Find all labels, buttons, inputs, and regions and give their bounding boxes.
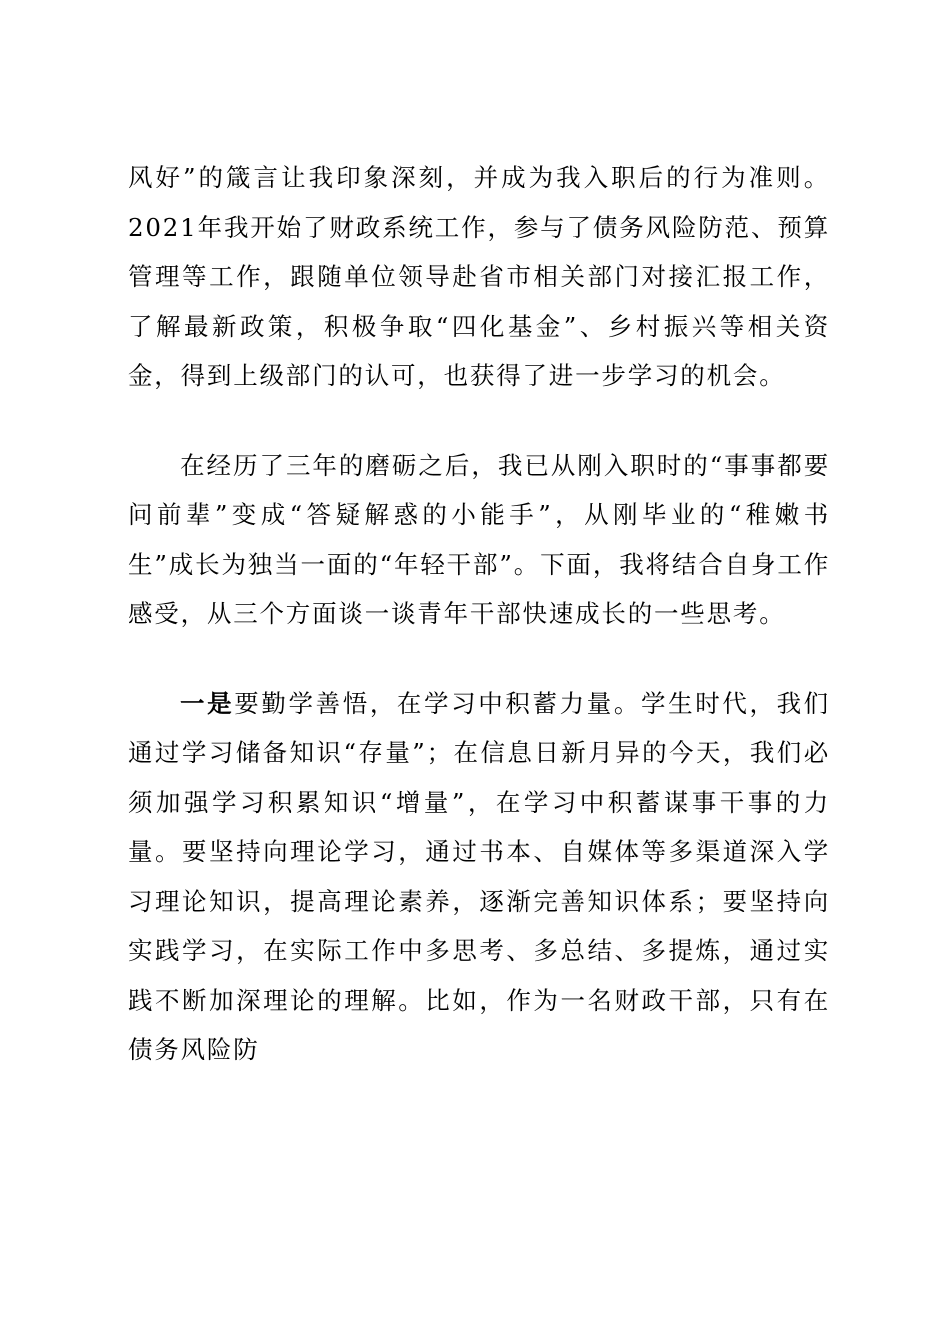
paragraph-1 bbox=[128, 153, 830, 401]
paragraph-3 bbox=[128, 679, 830, 1075]
paragraph-3-lead: 一是 bbox=[180, 688, 235, 718]
paragraph-3-text: 要勤学善悟，在学习中积蓄力量。学生时代，我们通过学习储备知识“存量”；在信息日新月异的今天，我们必须加强学习积累知识“增量”，在学习中积蓄谋事干事的力量。要坚持向理论学习，通过书本、自媒体等多渠道深入学习理论知识，提高理论素养，逐渐完善知识体系；要坚持向实践学习，在实际工作中多思考、多总结、多提炼，通过实践不断加深理论的理解。比如，作为一名财政干部，只有在债务风险防 bbox=[128, 688, 830, 1064]
paragraph-2 bbox=[128, 441, 830, 639]
paragraph-spacer bbox=[128, 401, 830, 441]
paragraph-1-text: 风好”的箴言让我印象深刻，并成为我入职后的行为准则。2021年我开始了财政系统工作，参与了债务风险防范、预算管理等工作，跟随单位领导赴省市相关部门对接汇报工作，了解最新政策，积极争取“四化基金”、乡村振兴等相关资金，得到上级部门的认可，也获得了进一步学习的机会。 bbox=[128, 163, 830, 390]
paragraph-spacer bbox=[128, 639, 830, 679]
document-body bbox=[128, 153, 830, 1075]
paragraph-2-text: 在经历了三年的磨砺之后，我已从刚入职时的“事事都要问前辈”变成“答疑解惑的小能手”，从刚毕业的“稚嫩书生”成长为独当一面的“年轻干部”。下面，我将结合自身工作感受，从三个方面谈一谈青年干部快速成长的一些思考。 bbox=[128, 450, 830, 628]
